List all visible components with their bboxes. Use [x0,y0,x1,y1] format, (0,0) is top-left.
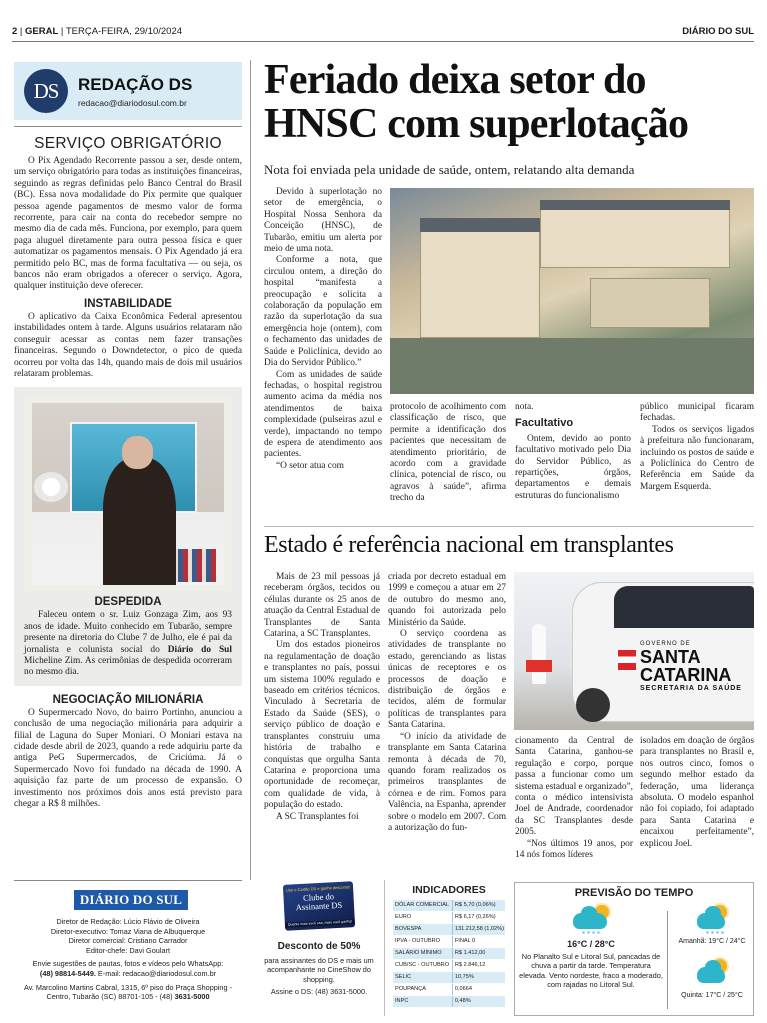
main-paragraph: Todos os serviços ligados à prefeitura não funcionaram, incluindo os postos de saúde e a Policlínica do Centro de Referência em Saúde da Margem Esquerda. [640,424,754,492]
hospital-building [420,228,540,338]
transplant-paragraph: Um dos estados pioneiros na regulamentação de doação e transplantes no país, possui um sistema 100% regulado e baseado em critérios técnicos. Vinculado à Secretaria de Estado da Saúde (SES), o serviço público de doação e transplantes construiu uma história de trabalho e conquistas que orgulha Santa Catarina e proporciona uma oportunidade de recomeçar, com qualidade de vida, à população do estado. [264,640,380,811]
indicador-value: 0,48% [452,996,505,1008]
credit-line: Editor-chefe: Davi Goulart [86,945,170,955]
despedida-photo-frame [24,395,232,591]
club-card-image [283,881,355,931]
card-bottom-text: Quanto mais você usa, mais você ganha! [285,919,355,928]
instabilidade-body [14,312,242,380]
indicador-row [393,996,505,1008]
transplant-paragraph: cionamento da Central de Santa Catarina, ganhou-se regulação e corpo, porque passa a funcionar como um sistema estadual e organizado”, conta o médico intensivista Joel de Andrade, coordenador da SC Transplantes desde 2005. [515,736,633,838]
instabilidade-paragraph: O aplicativo da Caixa Econômica Federal apresentou instabilidades ontem à tarde. Alguns usuários relataram não conseguir acessar as contas nem fazer transações financeiras. Segundo o Downdetector, o pico de queda ocorreu por volta das 14h, quando mais de dois mil usuários relataram problemas. [14,311,242,379]
page-header [12,22,754,42]
car-dept-text: SECRETARIA DA SAÚDE [640,685,742,692]
servico-body [14,156,242,293]
main-col-4 [640,402,754,519]
contact-email[interactable]: E-mail: redacao@diariodosul.com.br [95,968,217,978]
indicador-value: R$ 5,70 (0,06%) [452,900,505,912]
indicador-row [393,912,505,924]
club-phone[interactable]: Assine o DS: (48) 3631-5000. [270,987,368,997]
hospital-annex [590,278,710,328]
car-state-1: SANTA [640,647,701,667]
despedida-box [14,387,242,685]
indicador-value: 0,0664 [452,984,505,996]
sun-cloud-rain-icon [695,905,729,935]
page-number: 2 [12,26,18,37]
transplant-paragraph: “Nos últimos 19 anos, por 14 nós fomos líderes [515,838,633,861]
page-info: 2 | GERAL | TERÇA-FEIRA, 29/10/2024 [12,26,183,37]
indicadores-box [393,884,505,1008]
credit-line: Diretor comercial: Cristiano Carrador [68,936,188,946]
main-paragraph: público municipal ficaram fechadas. [640,402,754,424]
indicador-label: IPVA - OUTUBRO [393,936,452,948]
weather-divider [667,911,668,1009]
transplant-paragraph: isolados em doação de órgãos para transplantes no Brasil e, nos outros cinco, fomos o segundo melhor estado da federação, uma liderança absoluta. O modelo espanhol não foi copiado, foi adaptado para Santa Catarina e encaixou perfeitamente”, explicou Joel. [640,736,754,849]
car-state-2: CATARINA [640,665,732,685]
transplant-col-2 [388,572,506,876]
indicador-row [393,900,505,912]
club-description: para assinantes do DS e mais um acompanhante no CineShow do shopping. [264,956,374,984]
credit-line: Diretor-executivo: Tomaz Viana de Albuquerque [50,926,206,936]
credit-line: Diretor de Redação: Lúcio Flávio de Oliveira [56,917,200,926]
indicador-label: INPC [393,996,452,1008]
transplant-car-photo [514,572,754,730]
transplant-paragraph: O serviço coordena as atividades de transplante no estado, gerenciando as listas únicas de receptores e os processos de doação e distribuição de órgãos e tecidos, além de formular políticas de transplantes para Santa Catarina. [388,629,506,731]
despedida-body [24,610,232,678]
address-line-2 [10,992,246,1002]
indicador-row [393,924,505,936]
main-subheadline: Nota foi enviada pela unidade de saúde, ontem, relatando alta demanda [264,162,635,177]
weather-thursday [671,959,753,999]
transplant-col-1 [264,572,380,876]
negociacao-title: NEGOCIAÇÃO MILIONÁRIA [52,693,204,706]
transplant-col-4 [640,736,754,876]
section-name: GERAL [25,26,59,37]
car-logo-text [640,640,742,694]
indicador-label: POUPANÇA [393,984,452,996]
left-column [14,62,242,877]
indicador-label: SELIC [393,972,452,984]
main-paragraph: protocolo de acolhimento com classificação de risco, que permite a identificação dos pacientes que necessitam de atendimento prioritário, de acordo com a gravidade clínica, potencial de risco, ou agravos à saúde”, afirma trecho da [390,402,506,504]
indicador-value: 131.212,58 (1,02%) [452,924,505,936]
despedida-title: DESPEDIDA [94,596,162,609]
wing-roof [540,200,730,210]
story-divider [264,526,754,527]
indicador-value: R$ 2.846,12 [452,960,505,972]
previsao-title: PREVISÃO DO TEMPO [574,887,694,899]
sc-flag-icon [618,650,636,670]
card-name-2: Assinante DS [295,899,343,913]
card-name [283,891,354,913]
sun-cloud-icon [695,959,729,989]
tomorrow-forecast: Amanhã: 19°C / 24°C [678,938,746,945]
main-col-1 [264,187,382,519]
main-headline: Feriado deixa setor do HNSC com superlotação [264,57,689,147]
indicador-label: BOVESPA [393,924,452,936]
card-name-1: Clube do [302,891,335,903]
main-paragraph: Devido à superlotação no setor de emergência, o Hospital Nossa Senhora da Conceição (HNSC), de Tubarão, emitiu um alerta por meio de uma nota. [264,187,382,255]
transplant-paragraph: “O início da atividade de transplante em Santa Catarina remonta à década de 70, quando foram realizados os primeiros transplantes de córnea e de rim. Fomos para Valência, na Espanha, aprender sobre o modelo em 2007. Com a autorização do fun- [388,731,506,833]
thursday-forecast: Quinta: 17°C / 25°C [681,992,743,999]
servico-title: SERVIÇO OBRIGATÓRIO [34,135,222,152]
building-roof [420,218,540,232]
transplant-paragraph: Mais de 23 mil pessoas já receberam órgãos, tecidos ou células durante os 25 anos de atuação da Central Estadual de Transplantes de Santa Catarina, a SC Transplantes. [264,572,380,640]
car-wheel [576,688,610,722]
instabilidade-title: INSTABILIDADE [84,297,172,310]
expediente [10,917,246,1002]
main-paragraph: Ontem, devido ao ponto facultativo motivado pelo Dia do Servidor Público, as repartições, órgãos, departamentos e demais estruturas do funcionalismo [515,433,631,501]
hospital-photo [390,188,754,394]
despedida-bold: Diário do Sul [167,644,232,655]
portrait-photo [32,403,224,585]
main-paragraph: Com as unidades de saúde fechadas, o hospital registrou aumento acima da média nos atendimentos de baixa complexidade (pulseiras azul e verde), impactando no tempo de espera de atendimento aos pacientes. [264,369,382,460]
transplant-paragraph: criada por decreto estadual em 1999 e começou a atuar em 27 de outubro do mesmo ano, quando foi autorizada pelo Ministério da Saúde. [388,572,506,628]
diario-masthead: DIÁRIO DO SUL [74,890,188,910]
main-col-3 [515,402,631,519]
redacao-box [14,62,242,120]
page-date: TERÇA-FEIRA, 29/10/2024 [65,26,183,37]
office-phone[interactable]: 3631-5000 [174,992,210,1002]
main-paragraph: “O setor atua com [276,460,344,471]
hospital-wing [540,208,730,268]
indicador-row [393,936,505,948]
contact-line [10,969,246,979]
indicador-value: 10,75% [452,972,505,984]
indicador-label: SALÁRIO MÍNIMO [393,948,452,960]
main-paragraph: Conforme a nota, que circulou ontem, a direção do hospital “manifesta a preocupação e solicita a colaboração da população em razão da superlotação da sua emergência hoje (ontem), com o fechamento das unidades de Saúde e Policlínica, devido ao Dia do Servidor Público.” [264,255,382,369]
street [390,338,754,394]
car-window [614,586,754,628]
servico-paragraph: O Pix Agendado Recorrente passou a ser, desde ontem, um serviço obrigatório para todas as instituições financeiras, seguindo as regras definidas pelo Banco Central do Brasil (BC). Essa nova modalidade do Pix permite que qualquer pessoa agende pagamentos de mesmo valor de forma recorrente, para cair na conta do recebedor sempre no mesmo dia de cada mês. Funciona, por exemplo, para quem paga aluguel diretamente para outra pessoa física e quer automatizar os pagamentos mensais. O Pix Agendado já era permitido pelo BC, mas de forma facultativa — ou seja, os bancos não eram obrigados a oferecer o serviço. Agora, qualquer instituição deve oferecer. [14,156,242,292]
indicador-row [393,948,505,960]
whatsapp-number[interactable]: (48) 98814-5449. [39,968,96,978]
indicadores-table [393,900,505,1008]
man-head [122,436,153,469]
indicador-value: FINAL 0 [452,936,505,948]
indicador-row [393,972,505,984]
newspaper-name: DIÁRIO DO SUL [682,26,754,37]
sun-cloud-rain-icon [571,905,611,937]
indicador-row [393,984,505,996]
indicadores-title: INDICADORES [412,884,486,896]
redacao-email[interactable]: redacao@diariodosul.com.br [78,98,187,108]
indicador-label: CUB/SC - OUTUBRO [393,960,452,972]
despedida-text-1: Faleceu ontem o sr. Luiz Gonzaga Zim, aos 93 anos de idade. Muito conhecido em Tubarão, sempre presente na diretoria do Clube 7 de Julho, ele é pai da jornalista e colunista social do [24,610,232,655]
divider [14,126,242,127]
transplant-paragraph: A SC Transplantes foi [276,811,359,822]
card-top-text: Use o Cartão DS e ganhe desconto! [285,884,351,893]
indicador-label: EURO [393,912,452,924]
negociacao-body [14,708,242,811]
column-divider [250,60,251,880]
weather-today [519,905,663,989]
facultativo-subtitle: Facultativo [515,417,574,430]
organ-box [526,660,552,672]
address-text: Centro, Tubarão (SC) 88701-105 - (48) [46,992,175,1002]
ds-logo: DS [24,69,68,113]
today-desc: No Planalto Sul e Litoral Sul, pancadas de chuva a partir da tarde. Temperatura elevada. Vento nordeste, fraco a moderado, com rajadas no Litoral Sul. [519,952,663,989]
clube-assinante [258,880,380,996]
doctor-figure [532,624,546,684]
negociacao-paragraph: O Supermercado Novo, do bairro Portinho, anunciou a conclusão de uma negociação milionária para adquirir a filial de Laguna do Super Moniari. O Moniari estava na cidade desde abril de 2023, quando a rede adquiriu parte da antiga PeG Supermercados, de Criciúma. Já o Supermercado Novo foi fundado na década de 1990. A aquisição faz parte de um processo de expansão. O investimento nos próximos dois anos está previsto para chegar a R$ 8 milhões. [14,707,242,809]
indicador-value: R$ 1.412,00 [452,948,505,960]
second-headline: Estado é referência nacional em transplantes [264,532,674,558]
bottom-divider [14,880,242,881]
indicador-label: DÓLAR COMERCIAL [393,900,452,912]
man-figure [103,458,176,585]
indicador-row [393,960,505,972]
today-temp: 16°C / 28°C [567,939,615,949]
transplant-col-3 [515,736,633,876]
indicador-value: R$ 6,17 (0,26%) [452,912,505,924]
main-col-2 [390,402,506,519]
club-divider [384,880,385,1016]
flowers [34,472,69,501]
weather-tomorrow [671,905,753,945]
previsao-box [514,882,754,1016]
despedida-text-2: Micheline Zim. As cerimônias de despedida ocorreram no mesmo dia. [24,655,232,678]
club-discount: Desconto de 50% [277,941,361,952]
car-gov-text: GOVERNO DE [640,641,691,647]
whatsapp-label: Envie sugestões de pautas, fotos e vídeos pelo WhatsApp: [32,959,224,969]
redacao-title: REDAÇÃO DS [78,75,193,94]
main-paragraph: nota. [515,402,534,412]
address-line-1: Av. Marcolino Martins Cabral, 1315, 6º piso do Praça Shopping - [23,982,233,992]
